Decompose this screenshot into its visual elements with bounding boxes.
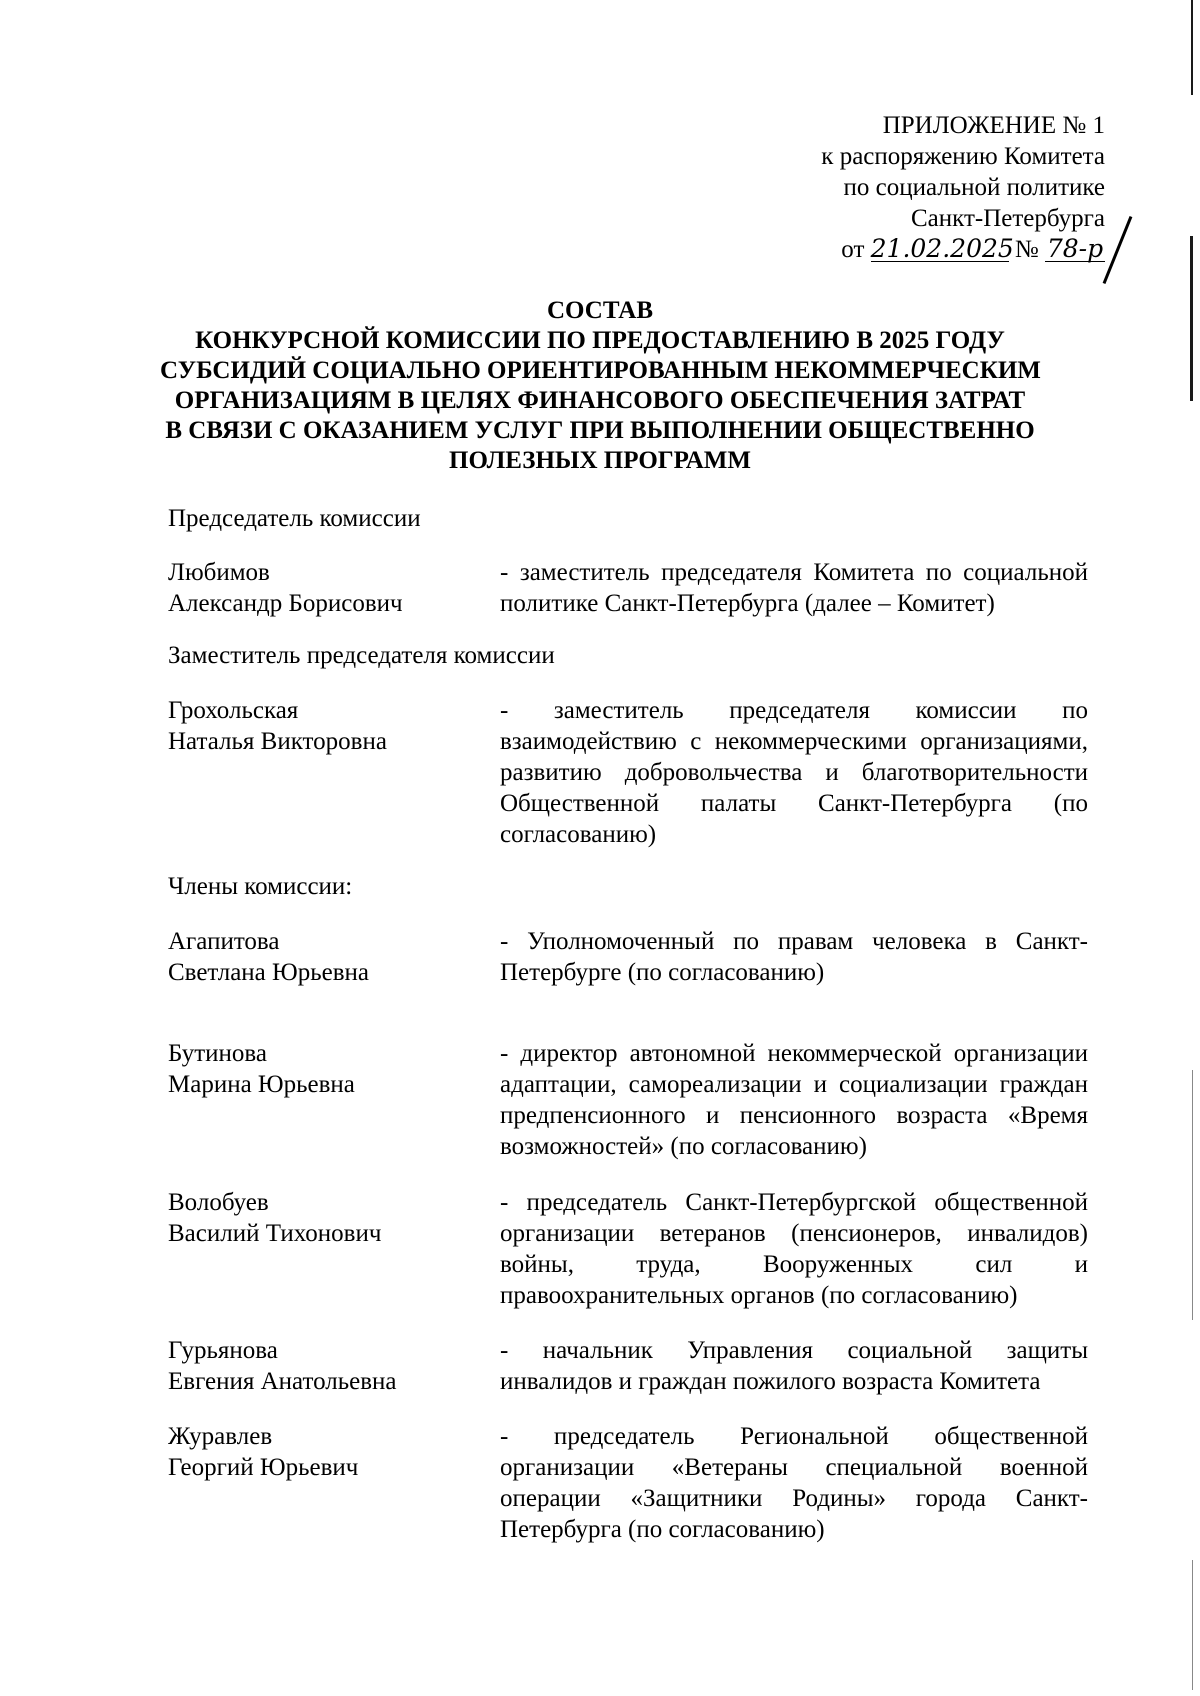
member-role: - председатель Санкт-Петербургской общественной организации ветеранов (пенсионеров, инвалидов) войны, труда, Вооруженных сил и правоохранительных органов (по согласованию) (500, 1189, 1088, 1309)
member-name (168, 1421, 500, 1545)
title-line: СУБСИДИЙ СОЦИАЛЬНО ОРИЕНТИРОВАННЫМ НЕКОММЕРЧЕСКИМ (160, 357, 1041, 384)
title-line: В СВЯЗИ С ОКАЗАНИЕМ УСЛУГ ПРИ ВЫПОЛНЕНИИ ОБЩЕСТВЕННО (165, 417, 1035, 444)
member-surname: Бутинова (168, 1040, 267, 1067)
scan-edge-mark (1192, 1070, 1193, 1320)
pen-stroke (1103, 216, 1133, 284)
members-heading: Члены комиссии: (168, 873, 353, 900)
title-line: КОНКУРСНОЙ КОМИССИИ ПО ПРЕДОСТАВЛЕНИЮ В 2025 ГОДУ (195, 327, 1005, 354)
scan-edge-mark (1191, 0, 1193, 95)
member-surname: Любимов (168, 559, 270, 586)
member-name (168, 926, 500, 988)
member-entry (168, 1421, 1088, 1545)
document-title (160, 296, 1040, 476)
title-line: ПОЛЕЗНЫХ ПРОГРАММ (449, 447, 751, 474)
title-line: ОРГАНИЗАЦИЯМ В ЦЕЛЯХ ФИНАНСОВОГО ОБЕСПЕЧЕНИЯ ЗАТРАТ (174, 387, 1026, 414)
member-given-names: Георгий Юрьевич (168, 1454, 359, 1481)
handwritten-number: 78-р (1046, 234, 1104, 263)
member-name (168, 695, 500, 850)
member-name (168, 1335, 500, 1397)
date-prefix: от (841, 236, 865, 263)
number-prefix: № (1014, 236, 1039, 263)
member-surname: Гурьянова (168, 1337, 278, 1364)
appendix-committee: по социальной политике (843, 174, 1105, 201)
member-entry (168, 1187, 1088, 1311)
member-given-names: Наталья Викторовна (168, 728, 387, 755)
member-name (168, 1038, 500, 1162)
handwritten-date: 21.02.2025 (870, 234, 1014, 263)
appendix-header (685, 110, 1105, 265)
member-surname: Журавлев (168, 1423, 273, 1450)
member-name (168, 557, 500, 619)
member-given-names: Евгения Анатольевна (168, 1368, 397, 1395)
member-surname: Грохольская (168, 697, 299, 724)
commission-list (168, 504, 1088, 1545)
member-role: - Уполномоченный по правам человека в Санкт-Петербурге (по согласованию) (500, 928, 1088, 986)
member-role: - заместитель председателя комиссии по взаимодействию с некоммерческими организациями, развитию добровольчества и благотворительности Общественной палаты Санкт-Петербурга (по согласованию) (500, 697, 1088, 848)
scan-edge-mark (1192, 1560, 1193, 1690)
member-role: - председатель Региональной общественной организации «Ветераны специальной военной операции «Защитники Родины» города Санкт-Петербурга (по согласованию) (500, 1423, 1088, 1543)
appendix-label: ПРИЛОЖЕНИЕ № 1 (882, 112, 1105, 139)
appendix-order-ref: к распоряжению Комитета (821, 143, 1105, 170)
deputy-heading: Заместитель председателя комиссии (168, 642, 555, 669)
member-given-names: Марина Юрьевна (168, 1071, 355, 1098)
appendix-city: Санкт-Петербурга (910, 205, 1105, 232)
appendix-date-number-line (685, 234, 1105, 265)
member-given-names: Василий Тихонович (168, 1220, 382, 1247)
scan-edge-mark (1190, 236, 1193, 401)
member-given-names: Светлана Юрьевна (168, 959, 370, 986)
member-entry (168, 926, 1088, 988)
chair-entry (168, 557, 1088, 619)
member-given-names: Александр Борисович (168, 590, 403, 617)
member-entry (168, 1335, 1088, 1397)
member-role: - начальник Управления социальной защиты инвалидов и граждан пожилого возраста Комитета (500, 1337, 1088, 1395)
member-entry (168, 1038, 1088, 1162)
member-role: - директор автономной некоммерческой организации адаптации, самореализации и социализации граждан предпенсионного и пенсионного возраста «Время возможностей» (по согласованию) (500, 1040, 1088, 1160)
member-surname: Агапитова (168, 928, 280, 955)
member-surname: Волобуев (168, 1189, 269, 1216)
deputy-entry (168, 695, 1088, 850)
title-line: СОСТАВ (546, 297, 654, 324)
member-role: - заместитель председателя Комитета по социальной политике Санкт-Петербурга (далее – Комитет) (500, 559, 1088, 617)
member-name (168, 1187, 500, 1311)
chair-heading: Председатель комиссии (168, 505, 421, 532)
